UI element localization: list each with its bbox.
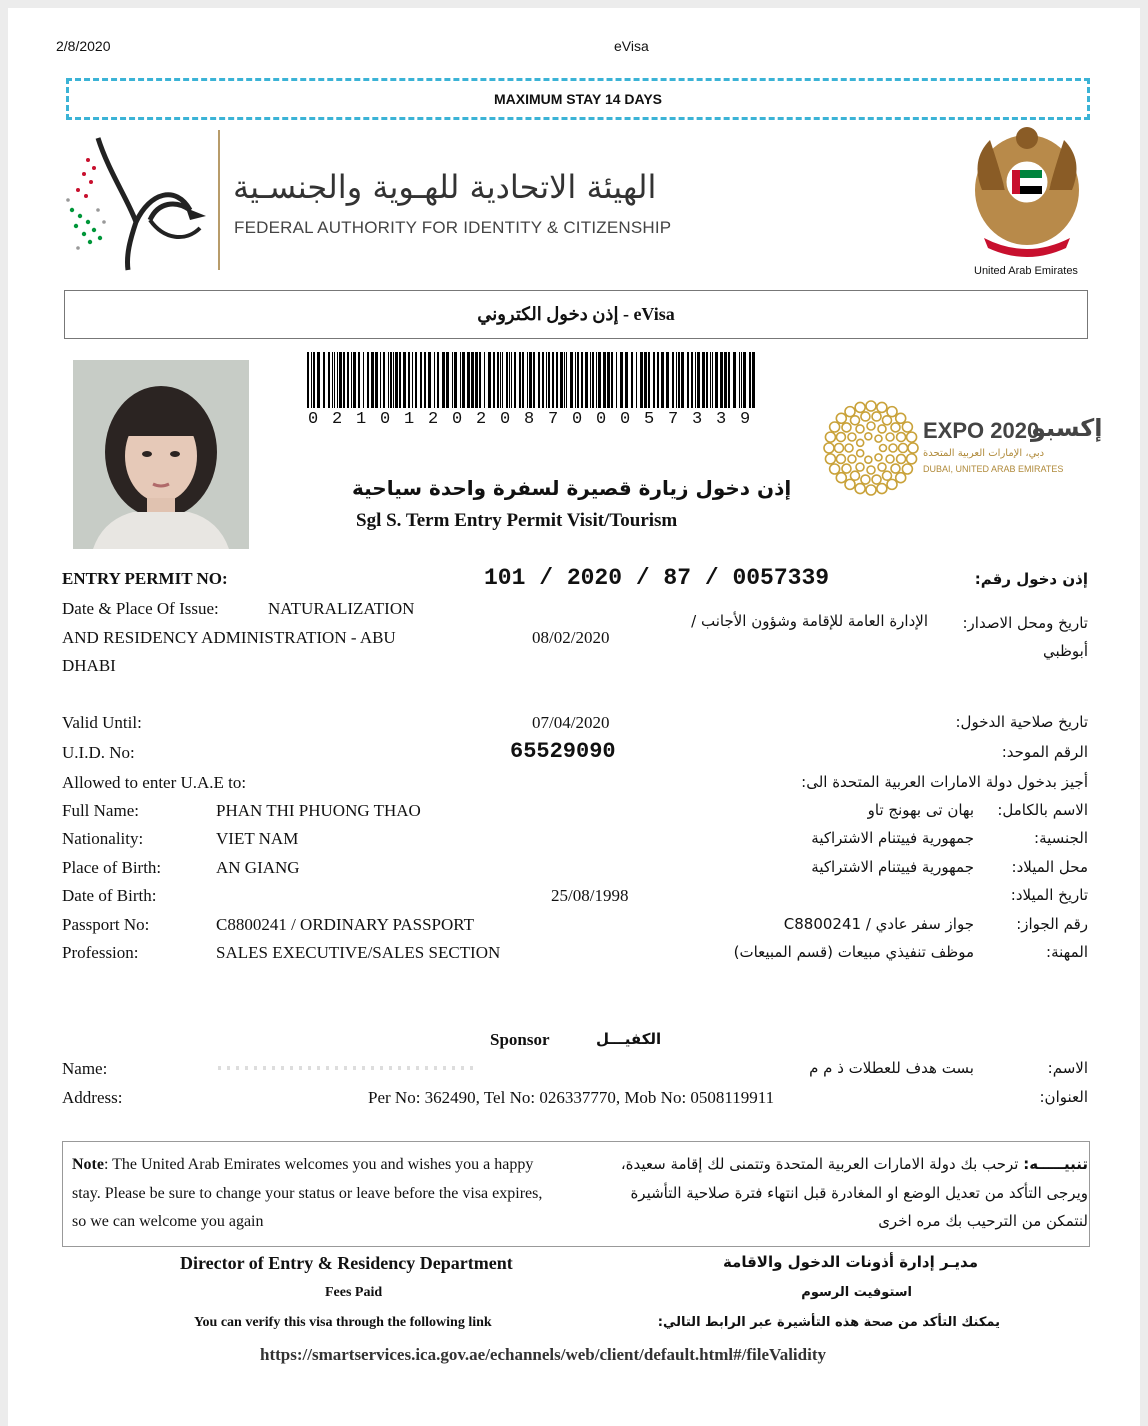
expo-ring-dot (896, 473, 906, 483)
barcode-bar (424, 352, 426, 408)
max-stay-banner: MAXIMUM STAY 14 DAYS (66, 78, 1090, 120)
birth-place-value-arabic: جمهورية فييتنام الاشتراكية (811, 858, 974, 876)
director-arabic: مديـر إدارة أذونات الدخول والاقامة (722, 1253, 978, 1271)
barcode-bar (631, 352, 633, 408)
barcode-bar (506, 352, 508, 408)
expo-ring-dot (836, 433, 845, 442)
barcode-bar (695, 352, 696, 408)
issue-place-line1: NATURALIZATION (268, 599, 415, 618)
barcode-bar (307, 352, 309, 408)
barcode-bar (733, 352, 736, 408)
barcode-bar (616, 352, 617, 408)
expo-name-en: EXPO 2020 (923, 418, 1040, 443)
expo-ring-icon (823, 400, 919, 496)
expo-ring-dot (857, 450, 864, 457)
expo-ring-dot (836, 473, 846, 483)
note-text-line1: : The United Arab Emirates welcomes you and wishes you a happy (103, 1156, 534, 1173)
expo-ring-dot (867, 466, 875, 474)
barcode-bar (681, 352, 684, 408)
expo-ring-dot (830, 464, 840, 474)
barcode-bar (625, 352, 628, 408)
entry-permit-label-arabic: إذن دخول رقم: (974, 570, 1088, 588)
barcode-bar (657, 352, 659, 408)
barcode-bar (676, 352, 677, 408)
entry-permit-number: 101 / 2020 / 87 / 0057339 (484, 565, 830, 591)
expo-ring-dot (883, 416, 892, 425)
expo-ring-dot (824, 443, 834, 453)
barcode-bar (380, 352, 381, 408)
verify-arabic: يمكنك التأكد من صحة هذه التأشيرة عبر الرابط التالي: (657, 1315, 1000, 1330)
expo-ring-dot (872, 475, 881, 484)
barcode-bar (720, 352, 723, 408)
passport-photo (73, 360, 249, 549)
expo-ring-dot (861, 475, 870, 484)
expo-ring-dot (851, 416, 860, 425)
expo-ring-dot (845, 444, 853, 452)
expo-ring-dot (845, 407, 855, 417)
barcode-bar (462, 352, 465, 408)
barcode-bar (313, 352, 315, 408)
barcode-bar (388, 352, 389, 408)
expo-2020-logo (823, 400, 1103, 500)
barcode-bar (575, 352, 576, 408)
logo-divider (218, 130, 220, 270)
barcode-bar (691, 352, 693, 408)
nationality-label: Nationality: (62, 829, 144, 848)
barcode (305, 352, 759, 408)
expo-ring-dot (891, 423, 900, 432)
note-arabic-line3: لنتمكن من الترحيب بك مره اخرى (878, 1212, 1088, 1230)
barcode-bar (509, 352, 510, 408)
barcode-bar (484, 352, 485, 408)
expo-ring-dot (907, 454, 917, 464)
barcode-bar (710, 352, 711, 408)
barcode-bar (577, 352, 579, 408)
profession-label-arabic: المهنة: (1046, 943, 1088, 961)
barcode-bar (351, 352, 352, 408)
full-name-label: Full Name: (62, 801, 139, 820)
barcode-bar (343, 352, 345, 408)
expo-ring-dot (896, 413, 906, 423)
barcode-bar (337, 352, 338, 408)
note-label-arabic: تنبيـــــه: (1023, 1155, 1088, 1173)
issue-label-arabic: تاريخ ومحل الاصدار: (962, 614, 1088, 632)
barcode-bar (666, 352, 669, 408)
expo-ring-dot (836, 413, 846, 423)
barcode-bar (497, 352, 499, 408)
permit-type-english: Sgl S. Term Entry Permit Visit/Tourism (356, 510, 678, 531)
expo-subtitle-ar: دبي، الإمارات العربية المتحدة (923, 448, 1045, 459)
barcode-bar (317, 352, 320, 408)
barcode-bar (452, 352, 453, 408)
expo-ring-dot (897, 454, 906, 463)
note-arabic-line1 (621, 1155, 1088, 1173)
barcode-bar (471, 352, 474, 408)
barcode-bar (603, 352, 606, 408)
expo-ring-dot (836, 454, 845, 463)
expo-ring-dot (887, 407, 897, 417)
barcode-bar (598, 352, 601, 408)
passport-value: C8800241 / ORDINARY PASSPORT (216, 915, 474, 934)
issue-place-arabic-line1: الإدارة العامة للإقامة وشؤون الأجانب / (691, 612, 928, 630)
note-label: Note (72, 1156, 104, 1173)
expo-ring-dot (825, 454, 835, 464)
sponsor-title: Sponsor (490, 1030, 550, 1049)
issue-place-line3: DHABI (62, 656, 116, 675)
expo-ring-dot (866, 485, 876, 495)
barcode-bar (347, 352, 349, 408)
barcode-bar (743, 352, 746, 408)
valid-until-label-arabic: تاريخ صلاحية الدخول: (955, 713, 1088, 731)
barcode-bar (334, 352, 335, 408)
barcode-bar (648, 352, 650, 408)
expo-ring-dot (835, 444, 844, 453)
expo-ring-dot (877, 402, 887, 412)
barcode-bar (566, 352, 567, 408)
sponsor-address-label: Address: (62, 1088, 123, 1107)
barcode-bar (653, 352, 655, 408)
barcode-bar (500, 352, 501, 408)
barcode-bar (488, 352, 491, 408)
emblem-caption: United Arab Emirates (974, 265, 1078, 277)
barcode-bar (697, 352, 700, 408)
barcode-bar (367, 352, 369, 408)
print-date: 2/8/2020 (56, 38, 111, 54)
barcode-bar (403, 352, 406, 408)
barcode-bar (739, 352, 740, 408)
expo-subtitle-en: DUBAI, UNITED ARAB EMIRATES (923, 464, 1064, 474)
barcode-bar (519, 352, 521, 408)
note-text-line3: so we can welcome you again (72, 1213, 264, 1230)
passport-value-arabic: جواز سفر عادي / C8800241 (783, 915, 974, 933)
sponsor-address-label-arabic: العنوان: (1039, 1088, 1088, 1106)
expo-ring-dot (845, 479, 855, 489)
expo-ring-dot (855, 402, 865, 412)
birth-place-label-arabic: محل الميلاد: (1011, 858, 1088, 876)
passport-label-arabic: رقم الجواز: (1016, 915, 1088, 933)
barcode-bar (511, 352, 512, 408)
barcode-bar (741, 352, 742, 408)
barcode-bar (728, 352, 730, 408)
full-name-value-arabic: بهان تى بهونج تاو (867, 801, 974, 819)
evisa-document (8, 8, 1140, 1426)
expo-ring-dot (875, 435, 882, 442)
barcode-bar (564, 352, 565, 408)
full-name-value: PHAN THI PHUONG THAO (216, 801, 421, 820)
print-title: eVisa (614, 38, 649, 54)
authority-name-english: FEDERAL AUTHORITY FOR IDENTITY & CITIZENSHIP (234, 218, 672, 237)
expo-ring-dot (865, 456, 872, 463)
barcode-bar (311, 352, 312, 408)
uid-label: U.I.D. No: (62, 743, 135, 762)
sponsor-name-label-arabic: الاسم: (1047, 1059, 1088, 1077)
expo-ring-dot (866, 401, 876, 411)
barcode-bar (560, 352, 563, 408)
expo-ring-dot (880, 445, 887, 452)
verify-english: You can verify this visa through the following link (194, 1315, 492, 1330)
barcode-bar (702, 352, 705, 408)
barcode-bar (412, 352, 413, 408)
barcode-bar (724, 352, 727, 408)
expo-ring-dot (848, 433, 856, 441)
barcode-bar (434, 352, 435, 408)
barcode-bar (415, 352, 417, 408)
expo-ring-dot (878, 463, 886, 471)
barcode-bar (533, 352, 535, 408)
barcode-bar (502, 352, 503, 408)
barcode-bar (542, 352, 544, 408)
expo-ring-dot (902, 464, 912, 474)
barcode-bar (672, 352, 674, 408)
barcode-bar (353, 352, 356, 408)
expo-ring-dot (856, 463, 864, 471)
barcode-bar (527, 352, 528, 408)
sponsor-name-redacted (218, 1066, 478, 1070)
uid-value: 65529090 (510, 739, 616, 764)
fees-paid-english: Fees Paid (325, 1285, 383, 1300)
valid-until-value: 07/04/2020 (532, 713, 610, 732)
permit-type-arabic: إذن دخول زيارة قصيرة لسفرة واحدة سياحية (352, 476, 792, 500)
barcode-bar (446, 352, 449, 408)
expo-ring-dot (886, 433, 894, 441)
note-english-line1 (72, 1156, 533, 1174)
barcode-bar (620, 352, 623, 408)
expo-ring-dot (857, 439, 864, 446)
barcode-bar (442, 352, 445, 408)
barcode-bar (493, 352, 495, 408)
barcode-bar (611, 352, 613, 408)
expo-ring-dot (907, 432, 917, 442)
expo-ring-dot (886, 455, 894, 463)
expo-ring-dot (891, 464, 900, 473)
barcode-bar (371, 352, 374, 408)
barcode-bar (592, 352, 594, 408)
nationality-value: VIET NAM (216, 829, 299, 848)
issue-label: Date & Place Of Issue: (62, 599, 219, 618)
barcode-bar (636, 352, 637, 408)
expo-ring-dot (897, 433, 906, 442)
barcode-bar (323, 352, 325, 408)
note-text-line2: stay. Please be sure to change your status or leave before the visa expires, (72, 1185, 543, 1202)
authority-name-arabic: الهيئة الاتحادية للهـوية والجنسـية (233, 168, 657, 206)
expo-ring-dot (908, 443, 918, 453)
profession-label: Profession: (62, 943, 139, 962)
dob-label-arabic: تاريخ الميلاد: (1010, 886, 1088, 904)
note-arabic-line2: ويرجى التأكد من تعديل الوضع او المغادرة قبل انتهاء فترة صلاحية التأشيرة (630, 1184, 1088, 1202)
expo-ring-dot (867, 422, 875, 430)
expo-ring-dot (902, 422, 912, 432)
profession-value: SALES EXECUTIVE/SALES SECTION (216, 943, 501, 962)
barcode-bar (395, 352, 398, 408)
barcode-bar (596, 352, 597, 408)
sponsor-title-arabic: الكفيـــل (596, 1030, 662, 1048)
entry-permit-label: ENTRY PERMIT NO: (62, 569, 228, 588)
uae-emblem-icon (970, 120, 1085, 265)
expo-ring-dot (855, 484, 865, 494)
allowed-label-arabic: أجيز بدخول دولة الامارات العربية المتحدة الى: (801, 773, 1088, 791)
barcode-bar (383, 352, 385, 408)
expo-name-ar: إكسبو (1031, 414, 1103, 442)
expo-ring-dot (848, 455, 856, 463)
barcode-bar (437, 352, 439, 408)
expo-ring-dot (899, 444, 908, 453)
barcode-bar (552, 352, 554, 408)
barcode-bar (678, 352, 680, 408)
sponsor-name-arabic: بست هدف للعطلات ذ م م (809, 1059, 974, 1077)
portrait-image (73, 360, 249, 549)
expo-ring-dot (830, 422, 840, 432)
expo-ring-dot (877, 484, 887, 494)
expo-ring-dot (851, 471, 860, 480)
barcode-bar (590, 352, 591, 408)
full-name-label-arabic: الاسم بالكامل: (997, 801, 1088, 819)
nationality-label-arabic: الجنسية: (1034, 829, 1088, 847)
sponsor-name-label: Name: (62, 1059, 108, 1078)
barcode-bar (715, 352, 718, 408)
barcode-bar (420, 352, 422, 408)
barcode-bar (640, 352, 643, 408)
barcode-bar (454, 352, 457, 408)
expo-ring-dot (889, 444, 897, 452)
issue-place-line2: AND RESIDENCY ADMINISTRATION - ABU (62, 628, 396, 647)
barcode-bar (428, 352, 431, 408)
expo-ring-dot (861, 412, 870, 421)
allowed-label: Allowed to enter U.A.E to: (62, 773, 247, 792)
barcode-bar (712, 352, 713, 408)
expo-ring-dot (842, 423, 851, 432)
barcode-bar (556, 352, 558, 408)
barcode-bar (363, 352, 364, 408)
birth-place-value: AN GIANG (216, 858, 300, 877)
barcode-bar (581, 352, 583, 408)
valid-until-label: Valid Until: (62, 713, 142, 732)
expo-ring-dot (875, 454, 882, 461)
barcode-bar (475, 352, 478, 408)
expo-ring-dot (842, 464, 851, 473)
barcode-bar (393, 352, 394, 408)
uid-label-arabic: الرقم الموحد: (1001, 743, 1088, 761)
barcode-bar (375, 352, 378, 408)
dob-value: 25/08/1998 (551, 886, 629, 905)
barcode-bar (339, 352, 342, 408)
barcode-bar (585, 352, 588, 408)
barcode-bar (538, 352, 540, 408)
expo-ring-dot (856, 425, 864, 433)
barcode-bar (408, 352, 410, 408)
expo-ring-dot (865, 433, 872, 440)
barcode-bar (467, 352, 470, 408)
document-title: إذن دخول الكتروني - eVisa (64, 290, 1088, 339)
expo-ring-dot (825, 432, 835, 442)
barcode-bar (399, 352, 401, 408)
barcode-bar (514, 352, 516, 408)
director-english: Director of Entry & Residency Department (180, 1253, 513, 1273)
expo-ring-dot (872, 412, 881, 421)
passport-label: Passport No: (62, 915, 150, 934)
birth-place-label: Place of Birth: (62, 858, 162, 877)
nationality-value-arabic: جمهورية فييتنام الاشتراكية (811, 829, 974, 847)
sponsor-address-value: Per No: 362490, Tel No: 026337770, Mob No: 0508119911 (368, 1088, 775, 1107)
expo-ring-dot (878, 425, 886, 433)
fees-paid-arabic: استوفيت الرسوم (801, 1285, 912, 1300)
barcode-bar (390, 352, 392, 408)
verify-link[interactable]: https://smartservices.ica.gov.ae/echannels/web/client/default.html#/fileValidity (260, 1345, 826, 1364)
barcode-bar (752, 352, 755, 408)
issue-date: 08/02/2020 (532, 628, 610, 647)
barcode-bar (749, 352, 751, 408)
barcode-bar (661, 352, 664, 408)
barcode-bar (328, 352, 330, 408)
issue-place-arabic-line2: أبوظبي (1042, 642, 1088, 660)
barcode-bar (460, 352, 461, 408)
barcode-bar (522, 352, 524, 408)
barcode-bar (548, 352, 550, 408)
barcode-number: 0210120208700057339 (308, 410, 765, 429)
barcode-bar (546, 352, 547, 408)
profession-value-arabic: موظف تنفيذي مبيعات (قسم المبيعات) (733, 943, 974, 961)
barcode-bar (529, 352, 532, 408)
expo-ring-dot (887, 479, 897, 489)
barcode-bar (706, 352, 708, 408)
barcode-bar (687, 352, 689, 408)
barcode-bar (332, 352, 333, 408)
barcode-bar (607, 352, 610, 408)
barcode-bar (570, 352, 573, 408)
expo-ring-dot (883, 471, 892, 480)
dob-label: Date of Birth: (62, 886, 157, 905)
barcode-bar (644, 352, 647, 408)
barcode-bar (479, 352, 481, 408)
falcon-logo-icon (58, 130, 208, 275)
barcode-bar (358, 352, 360, 408)
note-arabic-text-line1: ترحب بك دولة الامارات العربية المتحدة وتتمنى لك إقامة سعيدة، (620, 1155, 1019, 1173)
